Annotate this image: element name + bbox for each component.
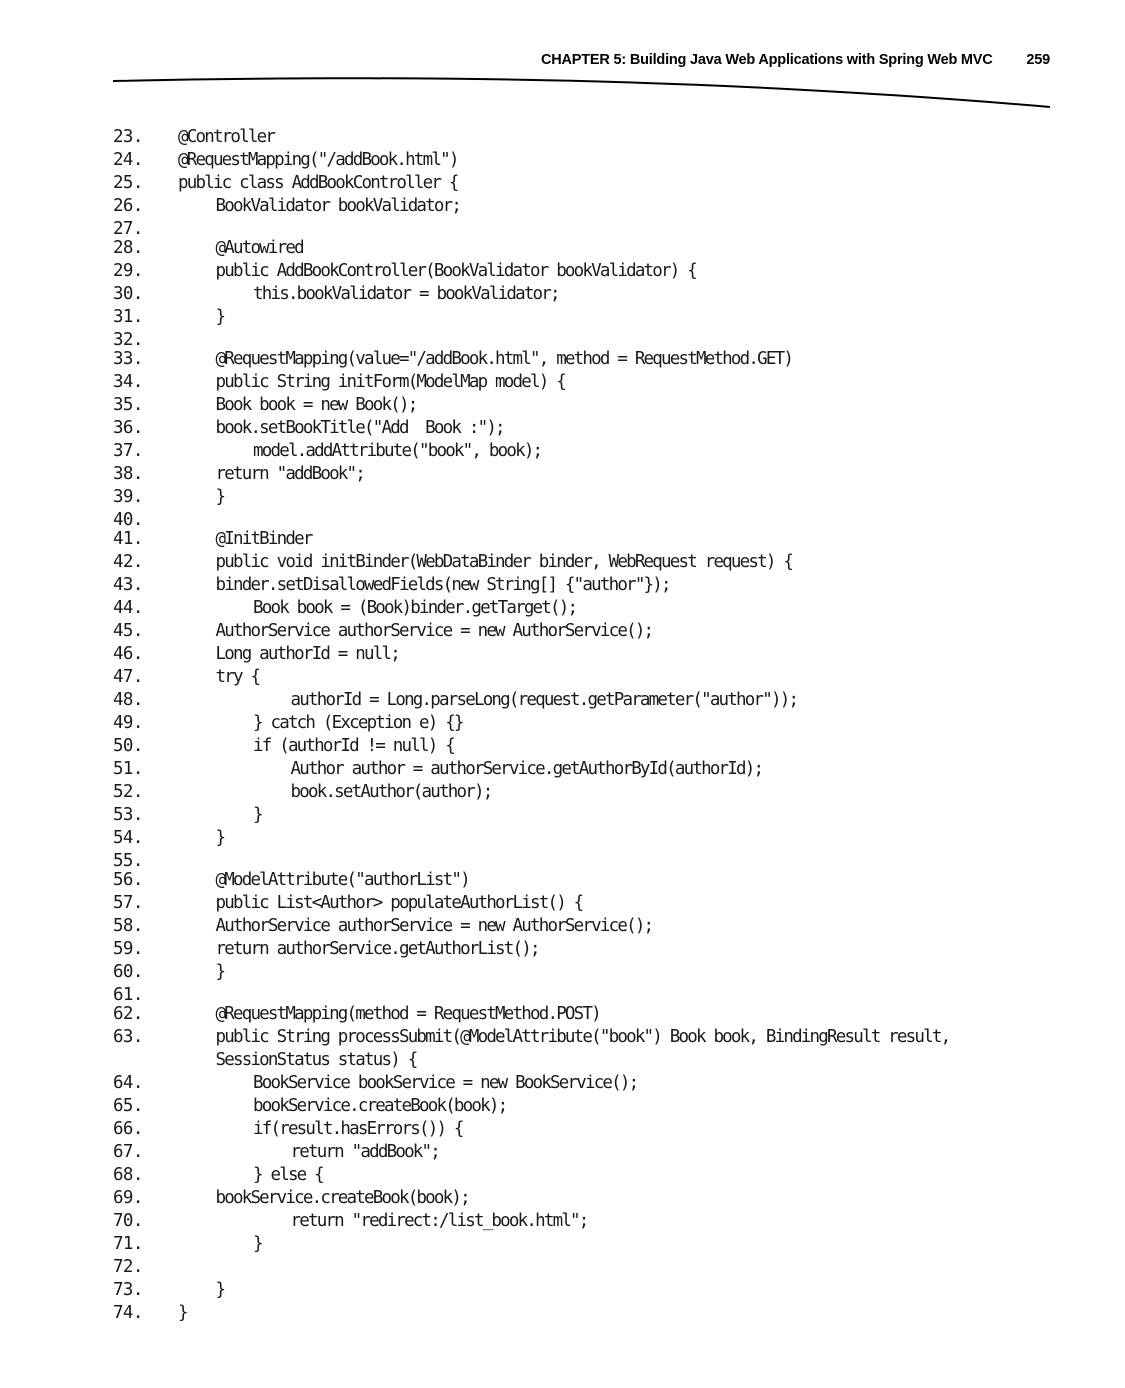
line-number: 67. xyxy=(113,1142,143,1162)
code-text: @RequestMapping(value="/addBook.html", method = RequestMethod.GET) xyxy=(215,349,793,369)
line-number: 33. xyxy=(113,349,143,369)
line-number: 34. xyxy=(113,372,143,392)
line-number: 56. xyxy=(113,870,143,890)
code-text: } xyxy=(215,307,225,327)
line-number: 23. xyxy=(113,127,143,147)
code-text: } xyxy=(215,1280,225,1300)
line-number: 64. xyxy=(113,1073,143,1093)
code-text: book.setAuthor(author); xyxy=(290,782,492,802)
line-number: 41. xyxy=(113,529,143,549)
code-text: } xyxy=(178,1303,187,1323)
line-number: 24. xyxy=(113,150,143,170)
line-number: 69. xyxy=(113,1188,143,1208)
line-number: 70. xyxy=(113,1211,143,1231)
code-text: this.bookValidator = bookValidator; xyxy=(253,284,559,304)
line-number: 46. xyxy=(113,644,143,664)
line-number: 57. xyxy=(113,893,143,913)
line-number: 58. xyxy=(113,916,143,936)
header-rule xyxy=(0,68,1125,118)
line-number: 54. xyxy=(113,828,143,848)
line-number: 32. xyxy=(113,330,143,350)
line-number: 52. xyxy=(113,782,143,802)
code-text: Long authorId = null; xyxy=(215,644,399,664)
code-text: AuthorService authorService = new AuthorService(); xyxy=(215,621,653,641)
line-number: 39. xyxy=(113,487,143,507)
code-text: try { xyxy=(215,667,260,687)
running-head xyxy=(541,52,1050,68)
code-text: public AddBookController(BookValidator bookValidator) { xyxy=(215,261,696,281)
code-text: BookService bookService = new BookService(); xyxy=(253,1073,638,1093)
line-number: 68. xyxy=(113,1165,143,1185)
code-text: } xyxy=(215,828,225,848)
code-text: Author author = authorService.getAuthorById(authorId); xyxy=(290,759,763,779)
code-text: SessionStatus status) { xyxy=(215,1050,417,1070)
code-text: } else { xyxy=(253,1165,323,1185)
line-number: 73. xyxy=(113,1280,143,1300)
code-text: @InitBinder xyxy=(215,529,312,549)
line-number: 66. xyxy=(113,1119,143,1139)
line-number: 53. xyxy=(113,805,143,825)
line-number: 36. xyxy=(113,418,143,438)
code-text: } xyxy=(215,487,225,507)
code-text: @Controller xyxy=(178,127,275,147)
code-text: @Autowired xyxy=(215,238,303,258)
code-text: bookService.createBook(book); xyxy=(253,1096,507,1116)
code-text: BookValidator bookValidator; xyxy=(215,196,461,216)
code-text: return "addBook"; xyxy=(215,464,365,484)
code-text: @ModelAttribute("authorList") xyxy=(215,870,469,890)
line-number: 74. xyxy=(113,1303,143,1323)
code-text: @RequestMapping(method = RequestMethod.POST) xyxy=(215,1004,600,1024)
line-number: 65. xyxy=(113,1096,143,1116)
code-text: book.setBookTitle("Add Book :"); xyxy=(215,418,504,438)
code-text: return "redirect:/list_book.html"; xyxy=(290,1211,588,1231)
code-text: public List<Author> populateAuthorList() { xyxy=(215,893,583,913)
code-text: } catch (Exception e) {} xyxy=(253,713,463,733)
code-text: Book book = new Book(); xyxy=(215,395,417,415)
line-number: 25. xyxy=(113,173,143,193)
code-text: @RequestMapping("/addBook.html") xyxy=(178,150,458,170)
code-text: } xyxy=(253,1234,262,1254)
code-text: authorId = Long.parseLong(request.getParameter("author")); xyxy=(290,690,798,710)
line-number: 55. xyxy=(113,851,143,871)
line-number: 47. xyxy=(113,667,143,687)
code-text: if (authorId != null) { xyxy=(253,736,454,756)
line-number: 40. xyxy=(113,510,143,530)
line-number: 26. xyxy=(113,196,143,216)
code-text: AuthorService authorService = new AuthorService(); xyxy=(215,916,653,936)
code-text: model.addAttribute("book", book); xyxy=(253,441,542,461)
code-text: if(result.hasErrors()) { xyxy=(253,1119,463,1139)
line-number: 61. xyxy=(113,985,143,1005)
line-number: 51. xyxy=(113,759,143,779)
line-number: 43. xyxy=(113,575,143,595)
line-number: 38. xyxy=(113,464,143,484)
line-number: 31. xyxy=(113,307,143,327)
line-number: 44. xyxy=(113,598,143,618)
code-text: binder.setDisallowedFields(new String[] {"author"}); xyxy=(215,575,670,595)
line-number: 71. xyxy=(113,1234,143,1254)
line-number: 50. xyxy=(113,736,143,756)
line-number: 29. xyxy=(113,261,143,281)
code-text: public class AddBookController { xyxy=(178,173,458,193)
line-number: 45. xyxy=(113,621,143,641)
code-text: } xyxy=(253,805,262,825)
line-number: 60. xyxy=(113,962,143,982)
line-number: 48. xyxy=(113,690,143,710)
line-number: 42. xyxy=(113,552,143,572)
code-text: public void initBinder(WebDataBinder binder, WebRequest request) { xyxy=(215,552,793,572)
page-number: 259 xyxy=(1026,52,1050,68)
code-text: public String processSubmit(@ModelAttribute("book") Book book, BindingResult result, xyxy=(215,1027,950,1047)
code-text: Book book = (Book)binder.getTarget(); xyxy=(253,598,577,618)
line-number: 49. xyxy=(113,713,143,733)
code-text: public String initForm(ModelMap model) { xyxy=(215,372,565,392)
code-text: return authorService.getAuthorList(); xyxy=(215,939,539,959)
line-number: 72. xyxy=(113,1257,143,1277)
line-number: 62. xyxy=(113,1004,143,1024)
line-number: 30. xyxy=(113,284,143,304)
code-text: } xyxy=(215,962,225,982)
line-number: 28. xyxy=(113,238,143,258)
line-number: 35. xyxy=(113,395,143,415)
line-number: 63. xyxy=(113,1027,143,1047)
code-text: bookService.createBook(book); xyxy=(215,1188,469,1208)
code-text: return "addBook"; xyxy=(290,1142,440,1162)
line-number: 37. xyxy=(113,441,143,461)
line-number: 59. xyxy=(113,939,143,959)
line-number: 27. xyxy=(113,219,143,239)
chapter-title: CHAPTER 5: Building Java Web Applications with Spring Web MVC xyxy=(540,52,993,68)
